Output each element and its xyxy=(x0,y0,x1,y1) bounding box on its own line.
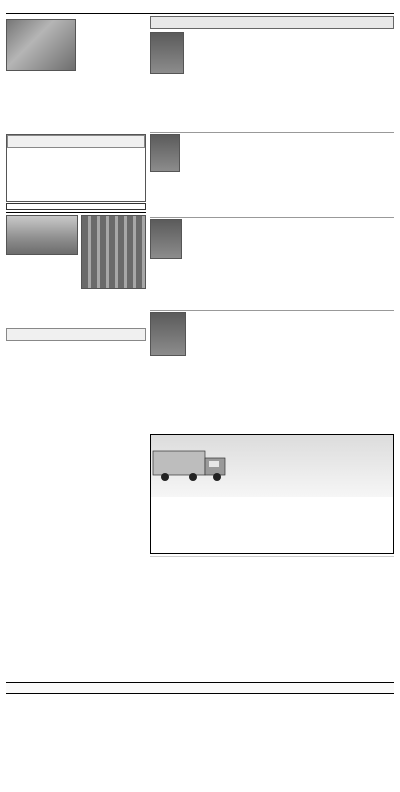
tamarack-continued-label xyxy=(6,212,146,213)
obit-clarence-text-right xyxy=(273,219,394,260)
community-events xyxy=(6,134,146,202)
truck-graphic xyxy=(151,445,236,485)
marcella-portrait xyxy=(150,134,180,172)
community-events-title xyxy=(7,135,145,148)
column-spacer xyxy=(150,556,394,680)
page-header xyxy=(6,2,394,14)
obit-marcella xyxy=(150,132,394,216)
obit-theo-text-right xyxy=(273,32,394,75)
garden-body xyxy=(79,19,146,73)
reader-ribbets xyxy=(6,328,146,680)
tamarack-article xyxy=(6,212,146,326)
ribbets-body-left xyxy=(6,343,74,345)
obit-clarence xyxy=(150,217,394,309)
obituaries-title xyxy=(150,16,394,29)
garden-article xyxy=(6,16,146,134)
theo-portrait xyxy=(150,32,184,74)
obit-maynard xyxy=(150,310,394,430)
nickel-samples-photo xyxy=(81,215,146,289)
service-directory-title xyxy=(6,682,394,694)
maynard-portrait xyxy=(150,312,186,356)
submit-news-line[interactable] xyxy=(6,203,146,210)
clarence-portrait xyxy=(150,219,182,259)
garden-photo xyxy=(6,19,76,71)
events-list xyxy=(7,148,145,150)
reader-ribbets-title xyxy=(6,328,146,341)
obit-theo xyxy=(150,31,394,131)
obit-marcella-text-right xyxy=(273,134,394,173)
drill-rig-photo xyxy=(6,215,78,255)
tcbx-ad xyxy=(150,434,394,554)
